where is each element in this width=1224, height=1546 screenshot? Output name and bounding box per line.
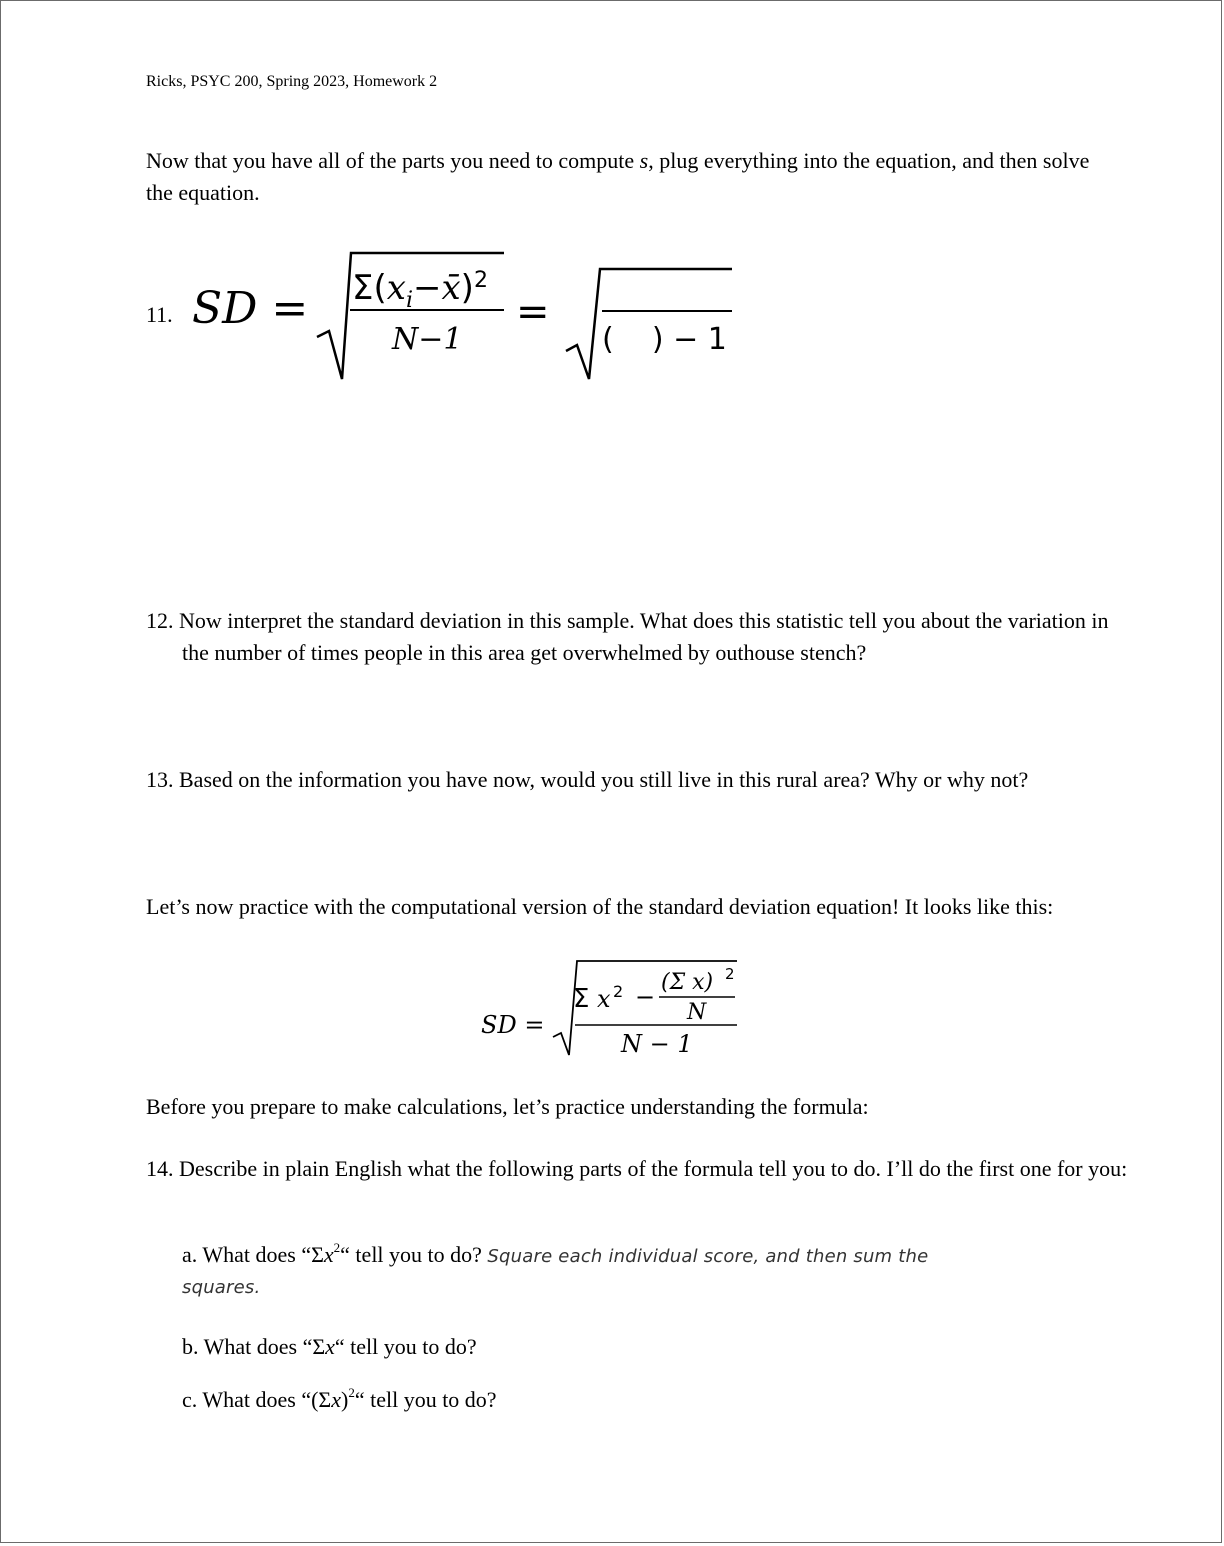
comp-inner-numerator: (Σ x): [661, 970, 714, 995]
sub-a-prefix: a. What does “Σ: [182, 1242, 324, 1267]
sub-c-exp: 2: [348, 1384, 355, 1400]
comp-x-exp: 2: [613, 982, 624, 1001]
equation-11: [186, 241, 766, 391]
question-14: [146, 1153, 1132, 1185]
comp-inner-exp: 2: [725, 965, 735, 983]
eq11-blank-denominator: ( ) − 1: [602, 322, 727, 357]
sub-a-answer-line-1: Square each individual score, and then sum the: [487, 1246, 929, 1267]
question-14-text: Describe in plain English what the following parts of the formula tell you to do. I’ll do the first one for you:: [179, 1156, 1128, 1181]
intro-text-before: Now that you have all of the parts you need to compute: [146, 148, 640, 173]
question-11-number: 11.: [146, 302, 173, 327]
comp-lhs: SD =: [481, 1011, 545, 1039]
page-header: Ricks, PSYC 200, Spring 2023, Homework 2: [146, 73, 438, 90]
comp-minus: −: [635, 983, 656, 1011]
intro-text-after: , plug everything into the equation, and then solve the equation.: [146, 148, 1090, 205]
sub-c-prefix: c. What does “(Σ: [182, 1387, 332, 1412]
sub-question-c: [182, 1384, 497, 1416]
question-14-number: 14.: [146, 1156, 174, 1181]
sub-c-paren: ): [341, 1387, 349, 1412]
comp-sigma: Σ: [573, 984, 590, 1014]
question-12-number: 12.: [146, 608, 174, 633]
eq11-numerator: $\Sigma(x_i-x̄)^2$: [352, 268, 488, 313]
eq11-equals: =: [516, 289, 550, 335]
sub-c-var: x: [331, 1387, 341, 1412]
sub-a-answer-line-2: squares.: [182, 1277, 261, 1298]
computational-formula: [471, 951, 761, 1066]
comp-inner-denominator: N: [687, 1000, 707, 1025]
sub-a-suffix: “ tell you to do?: [340, 1242, 488, 1267]
before-calc-paragraph: Before you prepare to make calculations, let’s practice understanding the formula:: [146, 1094, 869, 1119]
sub-b-var: x: [325, 1334, 335, 1359]
sub-b-prefix: b. What does “Σ: [182, 1334, 326, 1359]
question-13-number: 13.: [146, 767, 174, 792]
sub-b-suffix: “ tell you to do?: [334, 1334, 477, 1359]
sub-question-b: [182, 1331, 477, 1363]
sub-a-exp: 2: [333, 1239, 341, 1255]
eq11-denominator: N−1: [392, 322, 463, 357]
sub-a-var: x: [323, 1242, 334, 1267]
question-12: [146, 605, 1132, 669]
sub-c-suffix: “ tell you to do?: [354, 1387, 497, 1412]
computational-intro: Let’s now practice with the computational version of the standard deviation equation! It looks like this:: [146, 894, 1054, 919]
question-12-text: Now interpret the standard deviation in this sample. What does this statistic tell you about the variation in the number of times people in this area get overwhelmed by outhouse stench?: [179, 608, 1109, 665]
sub-question-a: [182, 1239, 1062, 1273]
eq11-lhs: SD =: [192, 283, 309, 334]
comp-denominator: N − 1: [621, 1030, 693, 1058]
intro-variable-s: s: [639, 148, 649, 173]
intro-paragraph: [146, 145, 1106, 209]
comp-x: x: [597, 985, 611, 1013]
question-13-text: Based on the information you have now, would you still live in this rural area? Why or why not?: [179, 767, 1029, 792]
question-13: [146, 764, 1132, 796]
